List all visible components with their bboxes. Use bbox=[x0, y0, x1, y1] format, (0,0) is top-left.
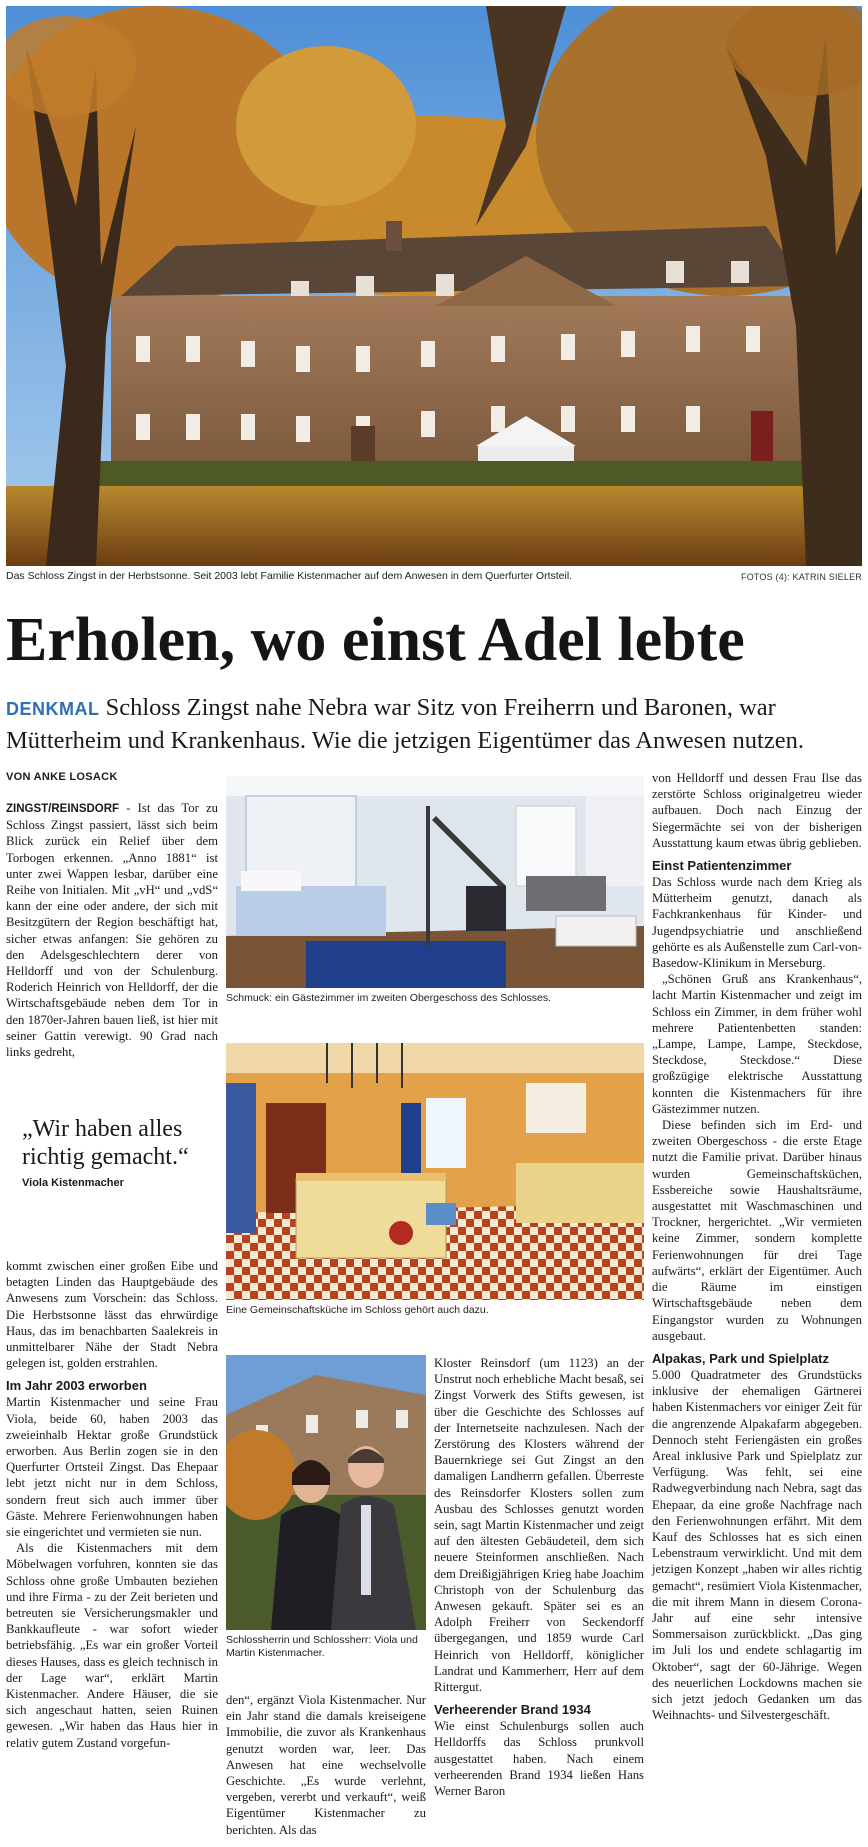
quote-text: „Wir haben alles richtig gemacht.“ bbox=[22, 1116, 189, 1170]
headline: Erholen, wo einst Adel lebte bbox=[6, 606, 745, 674]
paragraph: „Schönen Gruß ans Krankenhaus“, lacht Martin Kistenmacher und zeigt im Schloss ein Zimmer, in dem früher wohl mehrere Patientenbetten standen: „Lampe, Lampe, Lampe, Steckdose, Steckdose, Steckdose.“ Diese großzügige elektrische Ausstattung konnten die Kistenmachers für ihre Gästezimmer nutzen. bbox=[652, 972, 862, 1116]
subheading: Im Jahr 2003 erworben bbox=[6, 1378, 147, 1394]
subheading: Verheerender Brand 1934 bbox=[434, 1702, 591, 1718]
paragraph: ZINGST/REINSDORF - Ist das Tor zu Schloss Zingst passiert, lässt sich beim Blick zurück ein Relief über dem Torbogen erkennen. „Anno 1881“ ist unter zwei Wappen lesbar, darüber eine Reihe von Initialen. Mit „vH“ und „vdS“ kann der eine oder andere, der sich mit Besitzgütern der Region beschäftigt hat, sicher etwas anfangen: Sie gehören zu den Adelsgeschlechtern derer von Helldorff und von der Schulenburg. Roderich Heinrich von Helldorff, der die Wirtschaftsgebäude neben dem Tor in den 1870er-Jahren bauen ließ, ist hier mit seiner Gattin verewigt. 90 Grad nach links gedreht, bbox=[6, 801, 218, 1060]
byline: VON ANKE LOSACK bbox=[6, 771, 118, 783]
paragraph: kommt zwischen einer großen Eibe und betagten Linden das Hauptgebäude des Anwesens zum Vorschein: das Schloss. Die Herbstsonne lässt das ehrwürdige Haus, das im benachbarten Saalekreis in unmittelbarer Nähe der Stadt Nebra gelegen ist, golden erstrahlen. bbox=[6, 1259, 218, 1371]
dateline: ZINGST/REINSDORF bbox=[6, 803, 120, 815]
pull-quote bbox=[22, 1115, 218, 1189]
quote-author: Viola Kistenmacher bbox=[22, 1177, 124, 1189]
kicker: DENKMAL bbox=[6, 699, 100, 719]
paragraph: den“, ergänzt Viola Kistenmacher. Nur ein Jahr stand die damals kreiseigene Immobilie, die zuvor als Krankenhaus genutzt worden war, leer. Das Anwesen hat eine wechselvolle Geschichte. „Es wurde verlehnt, vergeben, vererbt und verkauft“, weiß Eigentümer Kistenmacher zu berichten. Als das bbox=[226, 1693, 426, 1837]
paragraph: Als die Kistenmachers mit dem Möbelwagen vorfuhren, konnten sie das Schloss ohne große Umbauten beziehen und ihre Firma - zu der Zeit berieten und betreuten sie Versicherungsmakler und Bankkaufleute - war sofort wieder betriebsfähig. „Es war ein großer Vorteil dieses Hauses, dass es gleich technisch in der Lage war“, erklärt Martin Kistenmacher. Andere Häuser, die sie sich angeschaut hatten, seien Ruinen gewesen. „Wir haben das Haus hier in relativ gutem Zustand vorgefun- bbox=[6, 1541, 218, 1750]
hero-photo bbox=[6, 6, 862, 566]
column-2 bbox=[226, 1692, 426, 1838]
deck bbox=[6, 692, 826, 756]
paragraph: Das Schloss wurde nach dem Krieg als Mütterheim genutzt, danach als Fachkrankenhaus für Kinder- und Jugendpsychiatrie und anschließend gehörte es als Außenstelle zum Carl-von-Basedow-Klinikum in Merseburg. bbox=[652, 875, 862, 971]
paragraph: von Helldorff und dessen Frau Ilse das zerstörte Schloss originalgetreu wieder aufbauen. Doch nach Einzug der Siegermächte sei von der bisherigen Ausstattung kaum etwas übrig geblieben. bbox=[652, 771, 862, 850]
column-1-continued bbox=[6, 1258, 218, 1751]
subheading: Alpakas, Park und Spielplatz bbox=[652, 1350, 829, 1366]
column-1 bbox=[6, 800, 218, 1060]
kitchen-caption: Eine Gemeinschaftsküche im Schloss gehört auch dazu. bbox=[226, 1304, 489, 1316]
hero-caption: Das Schloss Zingst in der Herbstsonne. Seit 2003 lebt Familie Kistenmacher auf dem Anwesen in dem Querfurter Ortsteil. bbox=[6, 570, 573, 582]
owners-photo bbox=[226, 1355, 426, 1630]
subheading: Einst Patientenzimmer bbox=[652, 858, 792, 874]
column-4 bbox=[652, 770, 862, 1723]
bedroom-caption: Schmuck: ein Gästezimmer im zweiten Obergeschoss des Schlosses. bbox=[226, 992, 552, 1004]
owners-caption: Schlossherrin und Schlossherr: Viola und Martin Kistenmacher. bbox=[226, 1634, 418, 1659]
photo-credit: FOTOS (4): KATRIN SIELER bbox=[741, 572, 862, 582]
kitchen-photo bbox=[226, 1043, 644, 1300]
paragraph: Kloster Reinsdorf (um 1123) an der Unstrut noch erhebliche Macht besaß, sei Zingst Vorwerk des Stifts gewesen, ist über die Geschichte des Schlosses auf der Internetseite nachzulesen. Nach der Zerstörung des Klosters während der Bauernkriege sei Gut Zingst an den damaligen Landherrn gefallen. Überreste des Reinsdorfer Klosters sollen zum Ausbau des Schlosses genutzt worden sein, sagt Martin Kistenmacher und zeigt auf den ältesten Gebäudeteil, dem sich neuere Steinformen anschließen. Nach dem Dreißigjährigen Krieg habe Joachim Christoph von der Schulenburg das Anwesen gekauft. Später sei es an Adolph Freiherr von Seckendorff übergegangen, und 1859 wurde Carl Heinrich von Helldorff, königlicher Landrat und Kammerherr, Herr auf dem Rittergut. bbox=[434, 1356, 644, 1695]
paragraph: Martin Kistenmacher und seine Frau Viola, beide 60, haben 2003 das zweieinhalb Hektar große Grundstück erworben. Aus Berlin zogen sie in den Querfurter Ortsteil Zingst. Das Ehepaar lebt jetzt nicht nur in dem Schloss, sondern freut sich auch immer über Gäste. Mehrere Ferienwohnungen haben sie eingerichtet und vermieten sie nun. bbox=[6, 1395, 218, 1540]
paragraph: Wie einst Schulenburgs sollen auch Helldorffs das Schloss prunkvoll ausgestattet haben. Nach einem verheerenden Brand 1934 ließen Hans Werner Baron bbox=[434, 1719, 644, 1799]
column-3 bbox=[434, 1355, 644, 1799]
paragraph: Diese befinden sich im Erd- und zweiten Obergeschoss - die erste Etage nutzt die Familie privat. Darüber hinaus wurden Gemeinschaftsküchen, Essbereiche sowie Haushaltsräume, ausgestattet mit Waschmaschinen und Trockner, hergerichtet. „Wir vermieten keine Zimmer, sondern komplette Ferienwohnungen für drei Tage aufwärts“, erklärt der Eigentümer. Auch die Räume im einstigen Wirtschaftsgebäude neben dem Eingangstor wurden zu Wohnungen ausgebaut. bbox=[652, 1118, 862, 1343]
deck-text: Schloss Zingst nahe Nebra war Sitz von Freiherrn und Baronen, war Mütterheim und Krankenhaus. Wie die jetzigen Eigentümer das Anwesen nutzen. bbox=[6, 694, 804, 754]
paragraph: 5.000 Quadratmeter des Grundstücks inklusive der ehemaligen Gärtnerei haben Kistenmachers vor einiger Zeit für die angrenzende Alpakafarm abgegeben. Dennoch steht Feriengästen ein großes Areal inklusive Park und Spielplatz zur Verfügung. Was fehlt, sei eine Radwegverbindung nach Nebra, sagt das Ehepaar, da eine große Nachfrage nach den Ferienwohnungen erfährt. Mit dem Kauf des Schlosses hat es sich einen Lebenstraum verwirklicht. Und mit dem jetzigen Konzept „haben wir alles richtig gemacht“, resümiert Viola Kistenmacher, die mit ihrem Mann in diesem Corona-Jahr auf eine sehr intensive Sommersaison zurückblickt. „Das ging im Juli los und endete schlagartig im Oktober“, sagt der 60-Jährige. Wegen des neuerlichen Lockdowns machen sie sich jetzt jedoch Gedanken um das Weihnachts- und Silvestergeschäft. bbox=[652, 1367, 862, 1723]
bedroom-photo bbox=[226, 776, 644, 988]
